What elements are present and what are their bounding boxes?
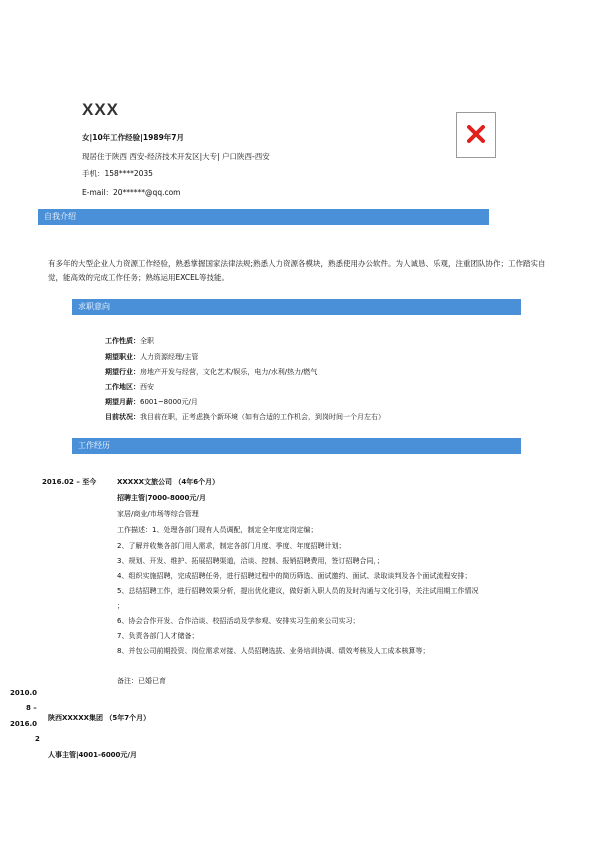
intent-key: 工作地区： [105, 383, 140, 391]
section-header-experience [72, 438, 521, 454]
experience-date: 2016.02 – 至今 [42, 478, 97, 486]
broken-image-icon [467, 125, 485, 143]
duty-line: 8、并包公司前期投资、岗位需求对接、人员招聘选拔、业务培训协调、绩效考核及人工成本核算等； [117, 647, 430, 655]
intent-key: 工作性质： [105, 337, 140, 345]
experience-date-part: 2010.0 [10, 689, 38, 697]
section-title: 自我介绍 [44, 212, 76, 221]
intent-value: 人力资源经理/主管 [140, 353, 199, 361]
duty-line: 6、协会合作开发、合作洽谈、校招活动及学参观、安排实习生前来公司实习； [117, 617, 360, 625]
duty-line: 3、规划、开发、维护、拓展招聘渠道，洽谈、控制、报销招聘费用，签订招聘合同，； [117, 557, 384, 565]
intent-value: 房地产开发与经营，文化艺术/娱乐，电力/水利/热力/燃气 [140, 368, 318, 376]
experience-company: XXXXX文旅公司 （4年6个月） [117, 478, 220, 486]
residence-info-line: 现居住于陕西 西安-经济技术开发区|大专| 户口陕西-西安 [82, 152, 270, 161]
experience-department: 家居/商业/市场等综合管理 [117, 510, 199, 518]
duty-line: 5、总结招聘工作，进行招聘效果分析，提出优化建议，做好新入职人员的及时沟通与文化引导，关注试用期工作情况 [117, 587, 479, 595]
section-header-intro [38, 209, 489, 225]
experience-position: 招聘主管|7000-8000元/月 [117, 494, 206, 502]
experience-date-part: 2 [35, 735, 40, 743]
section-title: 求职意向 [78, 302, 110, 311]
experience-note: 备注：已婚已育 [117, 677, 166, 685]
intent-row [105, 412, 385, 422]
experience-date-part: 2016.0 [10, 720, 38, 728]
experience-position: 人事主管|4001-6000元/月 [48, 751, 137, 759]
intent-row [105, 336, 154, 346]
intent-key: 期望行业： [105, 368, 140, 376]
section-title: 工作经历 [78, 441, 110, 450]
duty-line: 7、负责各部门人才储备； [117, 632, 199, 640]
basic-info-line: 女|10年工作经验|1989年7月 [82, 133, 185, 142]
email-line: E-mail：20******@qq.com [82, 188, 181, 197]
duty-line: 工作描述：1、处理各部门现有人员调配，制定全年度定岗定编； [117, 526, 318, 534]
duty-line: ； [117, 602, 124, 610]
experience-date-part: 8 – [26, 704, 37, 712]
intent-key: 目前状况： [105, 413, 140, 421]
intent-row [105, 352, 198, 362]
candidate-name: XXX [82, 100, 120, 119]
intent-value: 6001~8000元/月 [140, 398, 198, 406]
duty-line: 4、组织实施招聘，完成招聘任务，进行招聘过程中的简历筛选、面试邀约、面试、录取谈判及各个面试流程安排； [117, 572, 472, 580]
duty-line: 2、了解并收集各部门用人需求，制定各部门月度、季度、年度招聘计划； [117, 542, 346, 550]
intent-row [105, 382, 154, 392]
intent-key: 期望月薪： [105, 398, 140, 406]
intent-value: 我目前在职，正考虑换个新环境（如有合适的工作机会，到岗时间一个月左右） [140, 413, 385, 421]
intent-key: 期望职业： [105, 353, 140, 361]
experience-company: 陕西XXXXX集团 （5年7个月） [48, 714, 151, 722]
profile-photo [456, 112, 496, 158]
intent-row [105, 397, 198, 407]
intent-value: 全职 [140, 337, 154, 345]
intent-row [105, 367, 317, 377]
phone-line: 手机：158****2035 [82, 169, 153, 178]
section-header-intent [72, 299, 521, 315]
intent-value: 西安 [140, 383, 154, 391]
intro-paragraph: 有多年的大型企业人力资源工作经验，熟悉掌握国家法律法规;熟悉人力资源各模块，熟悉使用办公软件。为人诚恳、乐观，注重团队协作；工作踏实自觉，能高效的完成工作任务；熟练运用EXCEL等技能。 [48, 259, 546, 282]
